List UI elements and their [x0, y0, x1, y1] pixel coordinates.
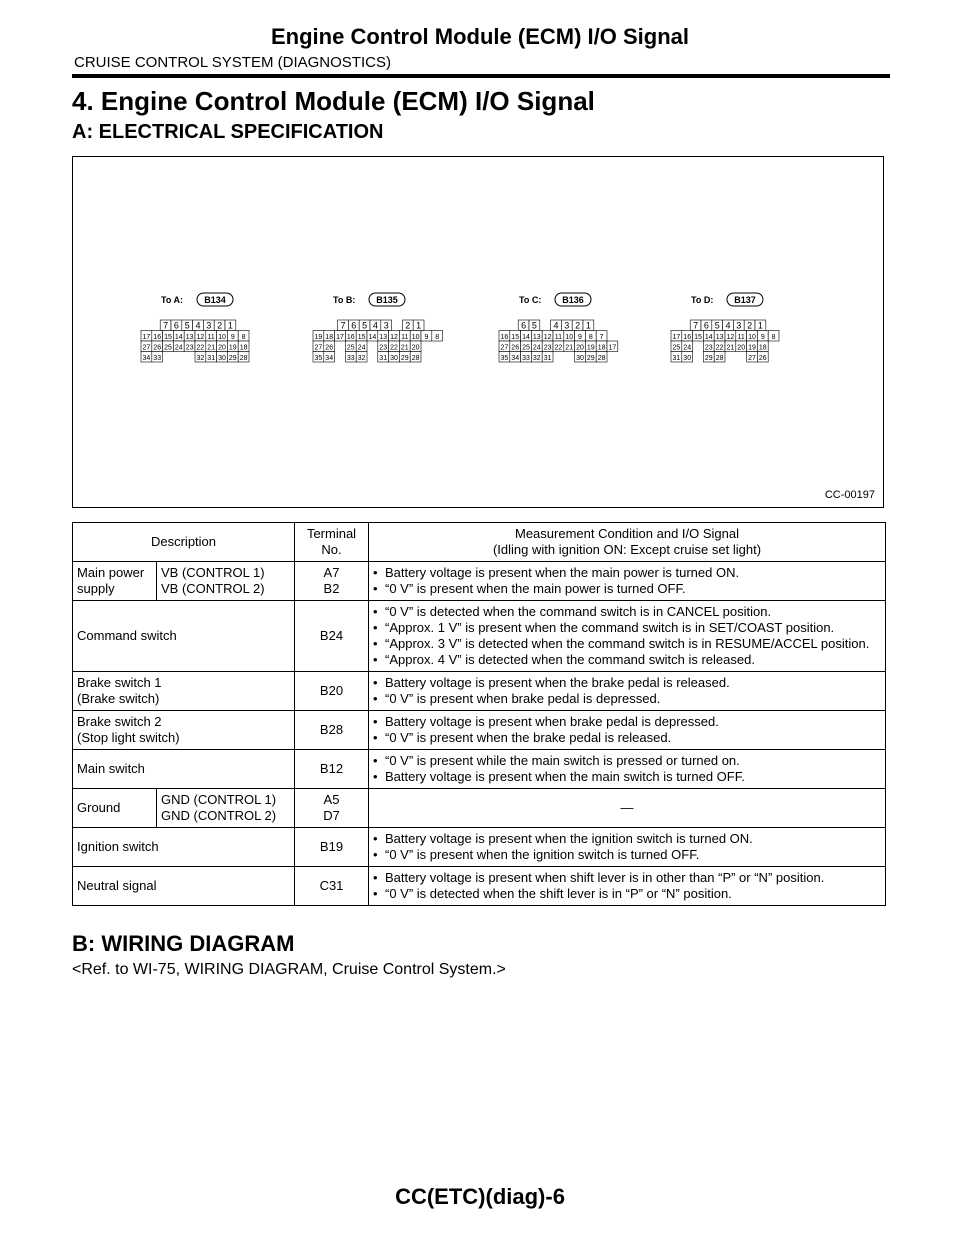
condition-list [373, 565, 881, 597]
pin-number: 20 [737, 344, 746, 352]
condition-list [373, 870, 881, 902]
pin-number: 21 [565, 344, 574, 352]
pin-number: 34 [511, 354, 520, 362]
pin-number: 14 [368, 333, 377, 341]
table-row [73, 750, 886, 789]
table-row [73, 711, 886, 750]
pin-number: 25 [346, 344, 355, 352]
table-row [73, 672, 886, 711]
pin-number: 12 [390, 333, 398, 341]
pin-number: 13 [532, 333, 541, 341]
pin-number: 30 [218, 354, 226, 362]
pin-number: 2 [747, 320, 753, 331]
pin-number: 31 [672, 354, 681, 362]
pin-number: 8 [771, 333, 776, 341]
condition-item: • “0 V” is detected when the shift lever is in “P” or “N” position. [373, 886, 881, 902]
condition-item: • Battery voltage is present when shift lever is in other than “P” or “N” position. [373, 870, 881, 886]
row-description: Brake switch 2 (Stop light switch) [73, 711, 295, 750]
pin-number: 1 [416, 320, 422, 331]
row-terminal: B12 [295, 750, 369, 789]
table-header-row [73, 523, 886, 562]
connector-b136 [499, 293, 618, 362]
connector-prefix-label: To A: [161, 295, 183, 305]
page-footer: CC(ETC)(diag)-6 [395, 1184, 565, 1209]
pin-number: 6 [703, 320, 709, 331]
pin-number: 11 [737, 333, 745, 341]
page-header-subtitle: CRUISE CONTROL SYSTEM (DIAGNOSTICS) [74, 54, 391, 71]
row-description: Neutral signal [73, 867, 295, 906]
condition-item: • “Approx. 1 V” is present when the command switch is in SET/COAST position. [373, 620, 881, 636]
condition-item: • Battery voltage is present when the main switch is turned OFF. [373, 769, 881, 785]
pin-number: 23 [379, 344, 388, 352]
pin-number: 20 [576, 344, 584, 352]
pin-number: 27 [500, 344, 509, 352]
connector-b135 [313, 293, 443, 362]
pin-number: 26 [153, 344, 162, 352]
pin-number: 12 [726, 333, 735, 341]
row-sub-description: GND (CONTROL 1) GND (CONTROL 2) [157, 789, 295, 828]
pin-number: 18 [758, 344, 767, 352]
row-terminal: B19 [295, 828, 369, 867]
pin-number: 15 [511, 333, 520, 341]
pin-number: 32 [196, 354, 205, 362]
pin-number: 22 [390, 344, 398, 352]
row-conditions: — [369, 789, 886, 828]
row-description: Main power supply [73, 562, 157, 601]
connector-id-label: B136 [562, 295, 584, 305]
pin-number: 4 [195, 320, 201, 331]
condition-item: • “0 V” is present when the brake pedal is released. [373, 730, 881, 746]
pin-number: 25 [164, 344, 172, 352]
pin-number: 25 [672, 344, 681, 352]
condition-item: • “0 V” is present when the ignition switch is turned OFF. [373, 847, 881, 863]
pin-number: 7 [599, 333, 604, 341]
pin-number: 14 [174, 333, 183, 341]
connector-diagram [73, 157, 883, 507]
row-terminal: C31 [295, 867, 369, 906]
pin-number: 6 [173, 320, 179, 331]
pin-number: 10 [411, 333, 420, 341]
pin-number: 33 [522, 354, 530, 362]
pin-number: 3 [564, 320, 570, 331]
pin-number: 33 [153, 354, 162, 362]
pin-number: 9 [230, 333, 235, 341]
condition-item: • Battery voltage is present when the brake pedal is released. [373, 675, 881, 691]
pin-number: 17 [142, 333, 151, 341]
table-row [73, 562, 886, 601]
pin-number: 9 [578, 333, 582, 341]
pin-number: 13 [379, 333, 388, 341]
row-description: Command switch [73, 601, 295, 672]
row-terminal: B20 [295, 672, 369, 711]
pin-number: 16 [683, 333, 692, 341]
pin-number: 34 [142, 354, 151, 362]
pin-number: 32 [357, 354, 366, 362]
pin-number: 11 [207, 333, 215, 341]
pin-number: 21 [207, 344, 216, 352]
pin-number: 28 [715, 354, 724, 362]
pin-number: 8 [241, 333, 246, 341]
pin-number: 23 [543, 344, 552, 352]
pin-number: 19 [586, 344, 595, 352]
condition-item: • “0 V” is detected when the command switch is in CANCEL position. [373, 604, 881, 620]
pin-number: 27 [748, 354, 756, 362]
pin-number: 26 [758, 354, 767, 362]
pin-number: 28 [597, 354, 606, 362]
pin-number: 22 [554, 344, 563, 352]
table-row [73, 789, 886, 828]
pin-number: 15 [164, 333, 172, 341]
pin-number: 17 [336, 333, 344, 341]
pin-number: 20 [218, 344, 226, 352]
pin-number: 26 [325, 344, 334, 352]
pin-number: 4 [725, 320, 731, 331]
pin-number: 9 [760, 333, 765, 341]
pin-number: 28 [411, 354, 420, 362]
pin-number: 24 [683, 344, 692, 352]
pin-number: 33 [346, 354, 355, 362]
pin-number: 31 [207, 354, 216, 362]
pin-number: 7 [693, 320, 699, 331]
row-conditions [369, 711, 886, 750]
condition-list [373, 753, 881, 785]
pin-number: 8 [435, 333, 440, 341]
pin-number: 31 [379, 354, 388, 362]
pin-number: 23 [185, 344, 194, 352]
pin-number: 28 [239, 354, 248, 362]
pin-number: 7 [163, 320, 169, 331]
pin-number: 23 [704, 344, 713, 352]
pin-number: 10 [748, 333, 756, 341]
connector-prefix-label: To C: [519, 295, 542, 305]
condition-item: • “0 V” is present while the main switch is pressed or turned on. [373, 753, 881, 769]
row-sub-description: VB (CONTROL 1) VB (CONTROL 2) [157, 562, 295, 601]
pin-number: 6 [521, 320, 527, 331]
pin-number: 1 [585, 320, 591, 331]
connector-b134 [141, 293, 249, 362]
pin-number: 14 [522, 333, 530, 341]
row-conditions [369, 828, 886, 867]
pin-number: 22 [715, 344, 724, 352]
pin-number: 17 [608, 344, 617, 352]
spec-table [72, 522, 886, 906]
pin-number: 21 [726, 344, 735, 352]
pin-number: 15 [357, 333, 366, 341]
pin-number: 30 [390, 354, 398, 362]
pin-number: 16 [346, 333, 355, 341]
row-description: Ground [73, 789, 157, 828]
pin-number: 5 [714, 320, 720, 331]
pin-number: 3 [206, 320, 212, 331]
pin-number: 35 [500, 354, 509, 362]
pin-number: 22 [196, 344, 205, 352]
pin-number: 2 [405, 320, 411, 331]
table-row [73, 867, 886, 906]
pin-number: 1 [757, 320, 763, 331]
row-terminal: B28 [295, 711, 369, 750]
row-terminal: A5 D7 [295, 789, 369, 828]
pin-number: 19 [314, 333, 323, 341]
condition-item: • Battery voltage is present when the main power is turned ON. [373, 565, 881, 581]
pin-number: 24 [357, 344, 366, 352]
row-conditions [369, 867, 886, 906]
condition-item: • “Approx. 4 V” is detected when the command switch is released. [373, 652, 881, 668]
row-description: Ignition switch [73, 828, 295, 867]
connector-prefix-label: To D: [691, 295, 714, 305]
pin-number: 25 [522, 344, 530, 352]
pin-number: 3 [736, 320, 742, 331]
condition-item: • “Approx. 3 V” is detected when the command switch is in RESUME/ACCEL position. [373, 636, 881, 652]
pin-number: 3 [383, 320, 389, 331]
pin-number: 29 [704, 354, 713, 362]
pin-number: 30 [683, 354, 692, 362]
pin-number: 18 [325, 333, 334, 341]
pin-number: 16 [153, 333, 162, 341]
pin-number: 9 [424, 333, 429, 341]
pin-number: 27 [314, 344, 323, 352]
connector-b137 [671, 293, 779, 362]
wiring-reference-link[interactable]: <Ref. to WI-75, WIRING DIAGRAM, Cruise Control System.> [72, 961, 506, 978]
subsection-a-title: A: ELECTRICAL SPECIFICATION [72, 121, 384, 143]
pin-number: 31 [543, 354, 552, 362]
row-conditions [369, 750, 886, 789]
connector-id-label: B134 [204, 295, 226, 305]
header-rule [72, 74, 890, 78]
condition-list [373, 831, 881, 863]
condition-item: • Battery voltage is present when the ignition switch is turned ON. [373, 831, 881, 847]
row-conditions [369, 601, 886, 672]
condition-list [373, 604, 881, 668]
pin-number: 2 [217, 320, 223, 331]
pin-number: 14 [704, 333, 713, 341]
table-row [73, 601, 886, 672]
pin-number: 13 [185, 333, 194, 341]
subsection-b-title: B: WIRING DIAGRAM [72, 931, 295, 956]
row-terminal: B24 [295, 601, 369, 672]
pin-number: 15 [694, 333, 702, 341]
pin-number: 32 [532, 354, 541, 362]
pin-number: 16 [500, 333, 509, 341]
row-terminal: A7 B2 [295, 562, 369, 601]
header-terminal: Terminal No. [295, 523, 369, 562]
pin-number: 19 [228, 344, 237, 352]
row-conditions [369, 672, 886, 711]
pin-number: 24 [174, 344, 183, 352]
figure-code: CC-00197 [824, 489, 875, 501]
pin-number: 7 [340, 320, 346, 331]
condition-list [373, 675, 881, 707]
pin-number: 13 [715, 333, 724, 341]
pin-number: 27 [142, 344, 151, 352]
connector-id-label: B137 [734, 295, 756, 305]
pin-number: 12 [543, 333, 552, 341]
pin-number: 26 [511, 344, 520, 352]
connector-id-label: B135 [376, 295, 398, 305]
pin-number: 4 [553, 320, 559, 331]
pin-number: 34 [325, 354, 334, 362]
connector-figure [72, 156, 884, 508]
pin-number: 12 [196, 333, 205, 341]
connector-prefix-label: To B: [333, 295, 356, 305]
condition-item: • Battery voltage is present when brake pedal is depressed. [373, 714, 881, 730]
header-description: Description [73, 523, 295, 562]
condition-item: • “0 V” is present when the main power is turned OFF. [373, 581, 881, 597]
pin-number: 11 [401, 333, 409, 341]
pin-number: 10 [565, 333, 574, 341]
pin-number: 4 [372, 320, 378, 331]
row-description: Main switch [73, 750, 295, 789]
section-title: 4. Engine Control Module (ECM) I/O Signal [72, 86, 595, 116]
pin-number: 29 [400, 354, 409, 362]
page-header-title: Engine Control Module (ECM) I/O Signal [271, 24, 689, 49]
condition-list [373, 714, 881, 746]
pin-number: 35 [314, 354, 323, 362]
pin-number: 5 [184, 320, 190, 331]
pin-number: 19 [748, 344, 756, 352]
pin-number: 29 [228, 354, 237, 362]
pin-number: 2 [575, 320, 581, 331]
pin-number: 5 [362, 320, 368, 331]
pin-number: 29 [586, 354, 595, 362]
pin-number: 24 [532, 344, 541, 352]
pin-number: 5 [531, 320, 537, 331]
pin-number: 1 [227, 320, 233, 331]
table-row [73, 828, 886, 867]
pin-number: 20 [411, 344, 420, 352]
pin-number: 11 [554, 333, 563, 341]
pin-number: 10 [218, 333, 226, 341]
row-conditions [369, 562, 886, 601]
pin-number: 18 [239, 344, 248, 352]
pin-number: 30 [576, 354, 584, 362]
pin-number: 18 [597, 344, 606, 352]
header-measurement: Measurement Condition and I/O Signal (Idling with ignition ON: Except cruise set light) [369, 523, 886, 562]
pin-number: 6 [351, 320, 357, 331]
pin-number: 8 [588, 333, 593, 341]
pin-number: 17 [672, 333, 681, 341]
pin-number: 21 [400, 344, 409, 352]
condition-item: • “0 V” is present when brake pedal is depressed. [373, 691, 881, 707]
row-description: Brake switch 1 (Brake switch) [73, 672, 295, 711]
